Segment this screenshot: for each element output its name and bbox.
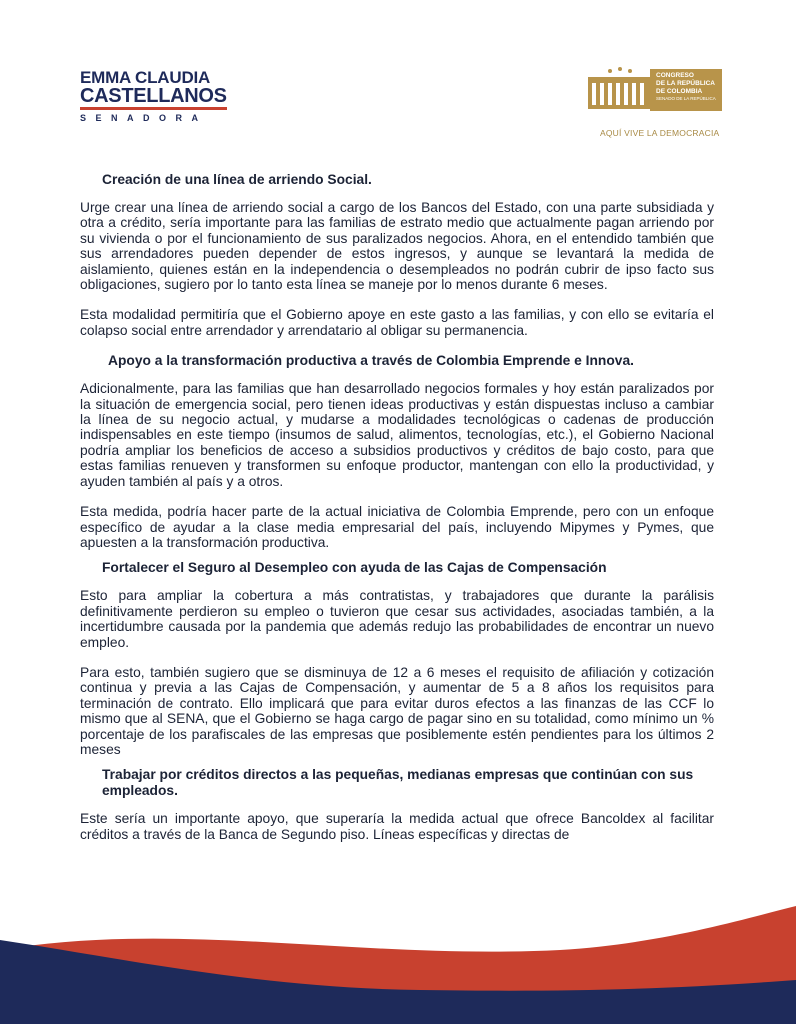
congress-label-box — [650, 69, 722, 111]
logo-name-line1: EMMA CLAUDIA — [80, 68, 211, 87]
congress-line3: DE COLOMBIA — [656, 88, 703, 95]
senator-logo — [80, 70, 227, 123]
section-heading-transformacion: Apoyo a la transformación productiva a través de Colombia Emprende e Innova. — [108, 353, 634, 369]
paragraph: Adicionalmente, para las familias que han desarrollado negocios formales y hoy están paralizados por la situación de emergencia social, pero tienen ideas productivas y están dispuestas incluso a cambiar la línea de su negocio actual, y mudarse a modalidades tecnológicas o cadenas de producción indispensables en este tiempo (insumos de salud, alimentos, tecnologías, etc.), el Gobierno Nacional podría ampliar los beneficios de acceso a subsidios productivos y créditos de bajo costo, para que estas familias renueven y transformen su enfoque productor, mantengan con ello la productividad, y ayuden también al país y a otros. — [80, 381, 714, 489]
paragraph: Esta medida, podría hacer parte de la actual iniciativa de Colombia Emprende, pero con un enfoque específico de ayudar a la clase media empresarial del país, incluyendo Mipymes y Pymes, que apuesten a la transformación productiva. — [80, 504, 714, 550]
section-heading-arriendo: Creación de una línea de arriendo Social. — [102, 172, 372, 187]
footer-wave-decoration — [0, 880, 796, 1024]
congress-tagline: AQUÍ VIVE LA DEMOCRACIA — [600, 128, 720, 138]
congress-line2: DE LA REPÚBLICA — [656, 80, 715, 87]
section-heading-seguro-desempleo: Fortalecer el Seguro al Desempleo con ayuda de las Cajas de Compensación — [102, 560, 607, 576]
logo-role: SENADORA — [80, 113, 208, 123]
paragraph: Esto para ampliar la cobertura a más contratistas, y trabajadores que durante la parálisis definitivamente perdieron su empleo o tuvieron que cesar sus actividades, asociadas también, a la incertidumbre causada por la pandemia que además redujo las probabilidades de encontrar un nuevo empleo. — [80, 588, 714, 650]
congress-line1: CONGRESO — [656, 72, 694, 79]
paragraph: Urge crear una línea de arriendo social a cargo de los Bancos del Estado, con una parte subsidiada y otra a crédito, sería importante para las familias de estrato medio que actualmente pagan arriendo por su vivienda o por el funcionamiento de sus paralizados negocios. Ahora, en el entendido también que sus arrendadores pueden depender de estos ingresos, y aunque se levantará la medida de aislamiento, quienes están en la independencia o desempleados no podrán cubrir de ipso facto sus obligaciones, sugiero por lo tanto esta línea se maneje por lo menos durante 6 meses. — [80, 200, 714, 293]
logo-name-line2: CASTELLANOS — [80, 86, 227, 110]
paragraph: Este sería un importante apoyo, que superaría la medida actual que ofrece Bancoldex al facilitar créditos a través de la Banca de Segundo piso. Líneas específicas y directas de — [80, 811, 714, 842]
congress-line4: SENADO DE LA REPÚBLICA — [656, 96, 716, 101]
document-body — [80, 172, 714, 857]
capitol-building-icon — [588, 67, 650, 111]
congress-logo — [588, 67, 728, 138]
paragraph: Esta modalidad permitiría que el Gobierno apoye en este gasto a las familias, y con ello se evitaría el colapso social entre arrendador y arrendatario al obligar su permanencia. — [80, 307, 714, 338]
paragraph: Para esto, también sugiero que se disminuya de 12 a 6 meses el requisito de afiliación y cotización continua y previa a las Cajas de Compensación, y aumentar de 5 a 8 años los requisitos para terminación de contrato. Ello implicará que para evitar duros efectos a las finanzas de las CCF lo mismo que al SENA, que el Gobierno se haga cargo de pagar sino en su totalidad, como mínimo un % porcentaje de los parafiscales de las empresas que posiblemente estén pendientes para los últimos 2 meses — [80, 664, 714, 757]
section-heading-creditos: Trabajar por créditos directos a las pequeñas, medianas empresas que continúan con sus empleados. — [102, 767, 694, 799]
